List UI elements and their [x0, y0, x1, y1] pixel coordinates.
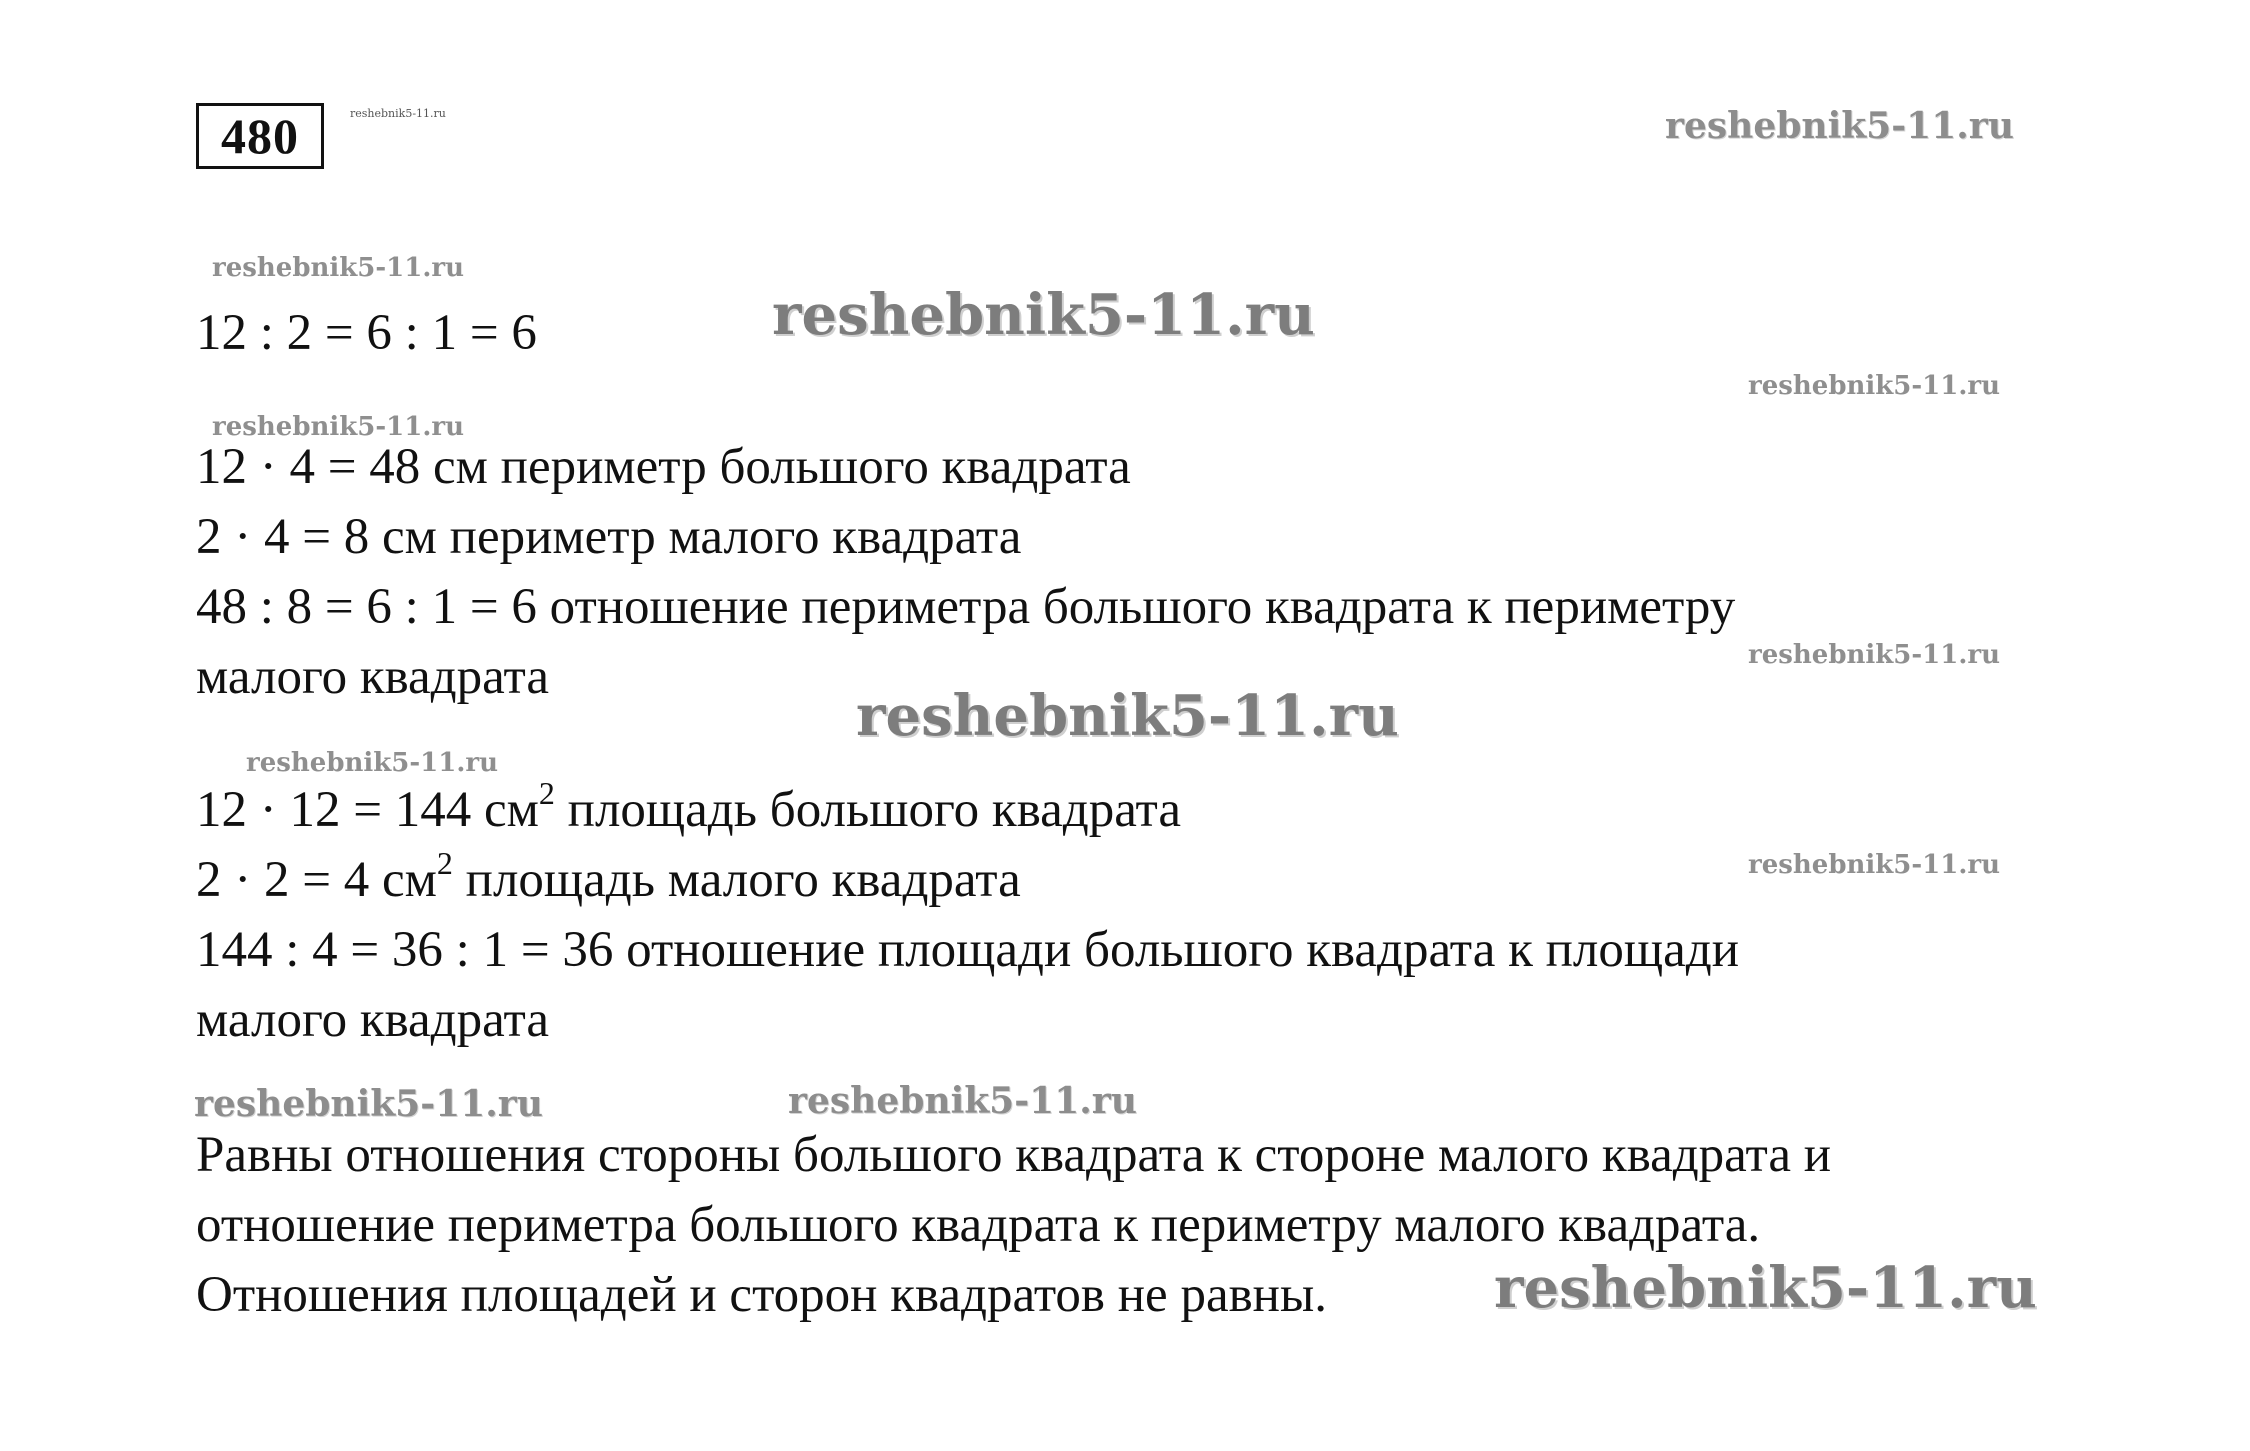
watermark-small-1: reshebnik5-11.ru [212, 253, 465, 283]
watermark-small-6: reshebnik5-11.ru [1748, 850, 2001, 880]
area-small-expr: 2 · 2 = 4 см [196, 852, 437, 908]
watermark-small-3: reshebnik5-11.ru [212, 412, 465, 442]
area-big-expr: 12 · 12 = 144 см [196, 782, 539, 838]
perimeter-big-line: 12 · 4 = 48 см периметр большого квадрата [196, 439, 1131, 495]
area-small-label: площадь малого квадрата [465, 852, 1021, 908]
conclusion-line-3: Отношения площадей и сторон квадратов не равны. [196, 1267, 1327, 1323]
watermark-top-right: reshebnik5-11.ru [1665, 105, 2014, 147]
perimeter-ratio-line-cont: малого квадрата [196, 649, 549, 705]
area-ratio-line-cont: малого квадрата [196, 992, 549, 1048]
watermark-tiny: reshebnik5-11.ru [350, 107, 446, 120]
watermark-big-2: reshebnik5-11.ru [856, 683, 1399, 749]
watermark-small-2: reshebnik5-11.ru [1748, 371, 2001, 401]
perimeter-small-line: 2 · 4 = 8 см периметр малого квадрата [196, 509, 1022, 565]
area-big-line [196, 775, 1182, 845]
watermark-small-5: reshebnik5-11.ru [246, 748, 499, 778]
area-ratio-line: 144 : 4 = 36 : 1 = 36 отношение площади большого квадрата к площади [196, 922, 1739, 978]
area-small-sup: 2 [436, 845, 453, 881]
conclusion-line-2: отношение периметра большого квадрата к периметру малого квадрата. [196, 1197, 1761, 1253]
watermark-big-1: reshebnik5-11.ru [772, 282, 1315, 348]
watermark-med-1: reshebnik5-11.ru [194, 1083, 543, 1125]
area-big-label: площадь большого квадрата [567, 782, 1182, 838]
conclusion-line-1: Равны отношения стороны большого квадрата к стороне малого квадрата и [196, 1127, 1832, 1183]
watermark-small-4: reshebnik5-11.ru [1748, 640, 2001, 670]
ratio-sides-line: 12 : 2 = 6 : 1 = 6 [196, 305, 537, 361]
area-big-sup: 2 [538, 775, 555, 811]
watermark-big-3: reshebnik5-11.ru [1494, 1255, 2037, 1321]
watermark-med-2: reshebnik5-11.ru [788, 1080, 1137, 1122]
area-small-line [196, 845, 1021, 915]
perimeter-ratio-line: 48 : 8 = 6 : 1 = 6 отношение периметра большого квадрата к периметру [196, 579, 1736, 635]
problem-number-box: 480 [196, 103, 324, 169]
